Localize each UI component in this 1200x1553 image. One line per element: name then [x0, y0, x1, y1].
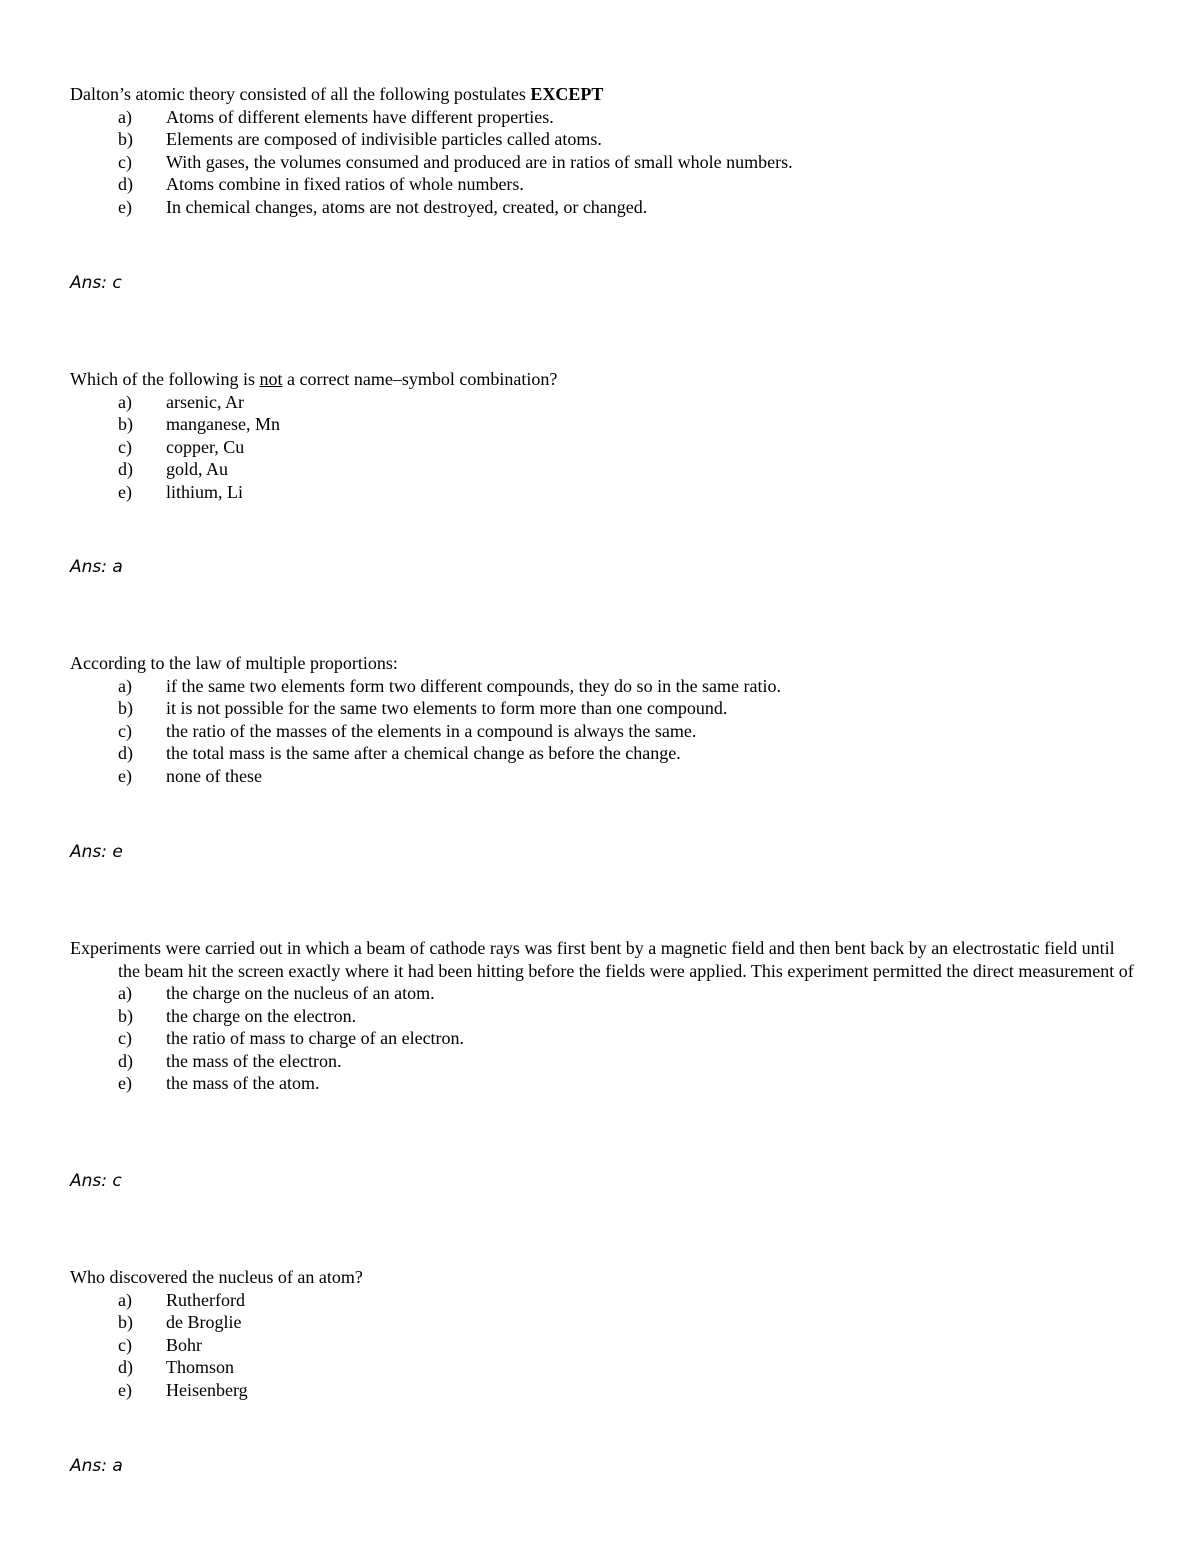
option-letter: b) — [118, 698, 133, 718]
option-a — [70, 982, 1140, 1005]
question-2-text-before: Which of the following is — [70, 369, 260, 389]
question-2-emphasis: not — [259, 369, 283, 389]
option-d — [70, 1050, 1140, 1073]
answer-3: Ans: e — [70, 842, 123, 862]
option-text: it is not possible for the same two elements to form more than one compound. — [166, 698, 728, 718]
question-1-text — [70, 83, 1140, 106]
option-d — [70, 458, 1140, 481]
option-letter: d) — [118, 459, 133, 479]
question-2 — [70, 368, 1140, 503]
option-e — [70, 481, 1140, 504]
option-letter: d) — [118, 1357, 133, 1377]
option-text: the ratio of mass to charge of an electron. — [166, 1028, 465, 1048]
option-letter: b) — [118, 414, 133, 434]
option-d — [70, 1356, 1140, 1379]
option-letter: d) — [118, 1050, 133, 1071]
option-text: Atoms of different elements have different properties. — [166, 106, 554, 127]
option-letter: a) — [118, 983, 132, 1003]
option-letter: e) — [118, 1073, 132, 1093]
option-e — [70, 196, 1140, 219]
option-a — [70, 675, 1140, 698]
option-letter: a) — [118, 391, 132, 412]
answer-2: Ans: a — [70, 557, 123, 577]
option-text: none of these — [166, 765, 262, 786]
option-text: In chemical changes, atoms are not destroyed, created, or changed. — [166, 196, 648, 217]
option-letter: c) — [118, 1028, 132, 1048]
option-letter: c) — [118, 151, 132, 172]
option-letter: e) — [118, 481, 132, 502]
option-text: Atoms combine in fixed ratios of whole numbers. — [166, 174, 524, 194]
option-a — [70, 106, 1140, 129]
option-text: Elements are composed of indivisible particles called atoms. — [166, 129, 602, 149]
option-e — [70, 765, 1140, 788]
option-text: the mass of the electron. — [166, 1050, 342, 1071]
option-text: Rutherford — [166, 1289, 245, 1310]
option-c — [70, 436, 1140, 459]
option-text: the total mass is the same after a chemical change as before the change. — [166, 743, 681, 763]
option-d — [70, 742, 1140, 765]
option-letter: e) — [118, 1379, 132, 1400]
option-e — [70, 1379, 1140, 1402]
option-letter: e) — [118, 765, 132, 786]
option-b — [70, 413, 1140, 436]
question-5-options — [70, 1289, 1140, 1402]
question-1-text-before: Dalton’s atomic theory consisted of all the following postulates — [70, 84, 531, 104]
option-c — [70, 151, 1140, 174]
option-text: Heisenberg — [166, 1379, 248, 1400]
option-letter: b) — [118, 1312, 133, 1332]
option-b — [70, 128, 1140, 151]
question-3 — [70, 652, 1140, 787]
option-letter: d) — [118, 743, 133, 763]
answer-4: Ans: c — [70, 1171, 122, 1191]
question-2-text — [70, 368, 1140, 391]
question-4 — [70, 937, 1140, 1095]
option-text: Bohr — [166, 1334, 202, 1355]
option-text: the charge on the nucleus of an atom. — [166, 983, 435, 1003]
option-d — [70, 173, 1140, 196]
question-5 — [70, 1266, 1140, 1401]
question-1-emphasis: EXCEPT — [530, 84, 604, 104]
question-4-text: Experiments were carried out in which a beam of cathode rays was first bent by a magnetic field and then bent back by an electrostatic field until the beam hit the screen exactly where it had been hitting before the fields were applied. This experiment permitted the direct measurement of — [70, 938, 1134, 981]
option-text: lithium, Li — [166, 481, 244, 502]
question-3-options — [70, 675, 1140, 788]
option-c — [70, 1027, 1140, 1050]
option-b — [70, 697, 1140, 720]
question-2-options — [70, 391, 1140, 504]
question-4-options — [70, 982, 1140, 1095]
option-text: With gases, the volumes consumed and produced are in ratios of small whole numbers. — [166, 151, 793, 172]
option-letter: a) — [118, 106, 132, 127]
answer-1: Ans: c — [70, 273, 122, 293]
option-letter: e) — [118, 196, 132, 217]
option-c — [70, 720, 1140, 743]
option-text: arsenic, Ar — [166, 391, 244, 412]
option-letter: d) — [118, 174, 133, 194]
option-text: gold, Au — [166, 459, 229, 479]
question-2-text-after: a correct name–symbol combination? — [282, 369, 558, 389]
option-text: de Broglie — [166, 1312, 242, 1332]
option-text: copper, Cu — [166, 436, 245, 457]
option-letter: b) — [118, 1005, 133, 1026]
option-e — [70, 1072, 1140, 1095]
option-text: the mass of the atom. — [166, 1073, 320, 1093]
option-text: the ratio of the masses of the elements in a compound is always the same. — [166, 720, 697, 741]
answer-5: Ans: a — [70, 1456, 123, 1476]
option-a — [70, 391, 1140, 414]
option-c — [70, 1334, 1140, 1357]
option-text: manganese, Mn — [166, 414, 280, 434]
option-letter: a) — [118, 675, 132, 696]
option-text: Thomson — [166, 1357, 235, 1377]
question-1-options — [70, 106, 1140, 219]
option-letter: c) — [118, 1334, 132, 1355]
option-b — [70, 1311, 1140, 1334]
option-letter: a) — [118, 1289, 132, 1310]
question-5-text: Who discovered the nucleus of an atom? — [70, 1267, 363, 1287]
option-text: if the same two elements form two different compounds, they do so in the same ratio. — [166, 675, 782, 696]
option-a — [70, 1289, 1140, 1312]
option-letter: b) — [118, 129, 133, 149]
option-b — [70, 1005, 1140, 1028]
option-letter: c) — [118, 720, 132, 741]
question-1 — [70, 83, 1140, 218]
option-text: the charge on the electron. — [166, 1005, 357, 1026]
option-letter: c) — [118, 436, 132, 457]
question-3-text: According to the law of multiple proportions: — [70, 653, 398, 673]
